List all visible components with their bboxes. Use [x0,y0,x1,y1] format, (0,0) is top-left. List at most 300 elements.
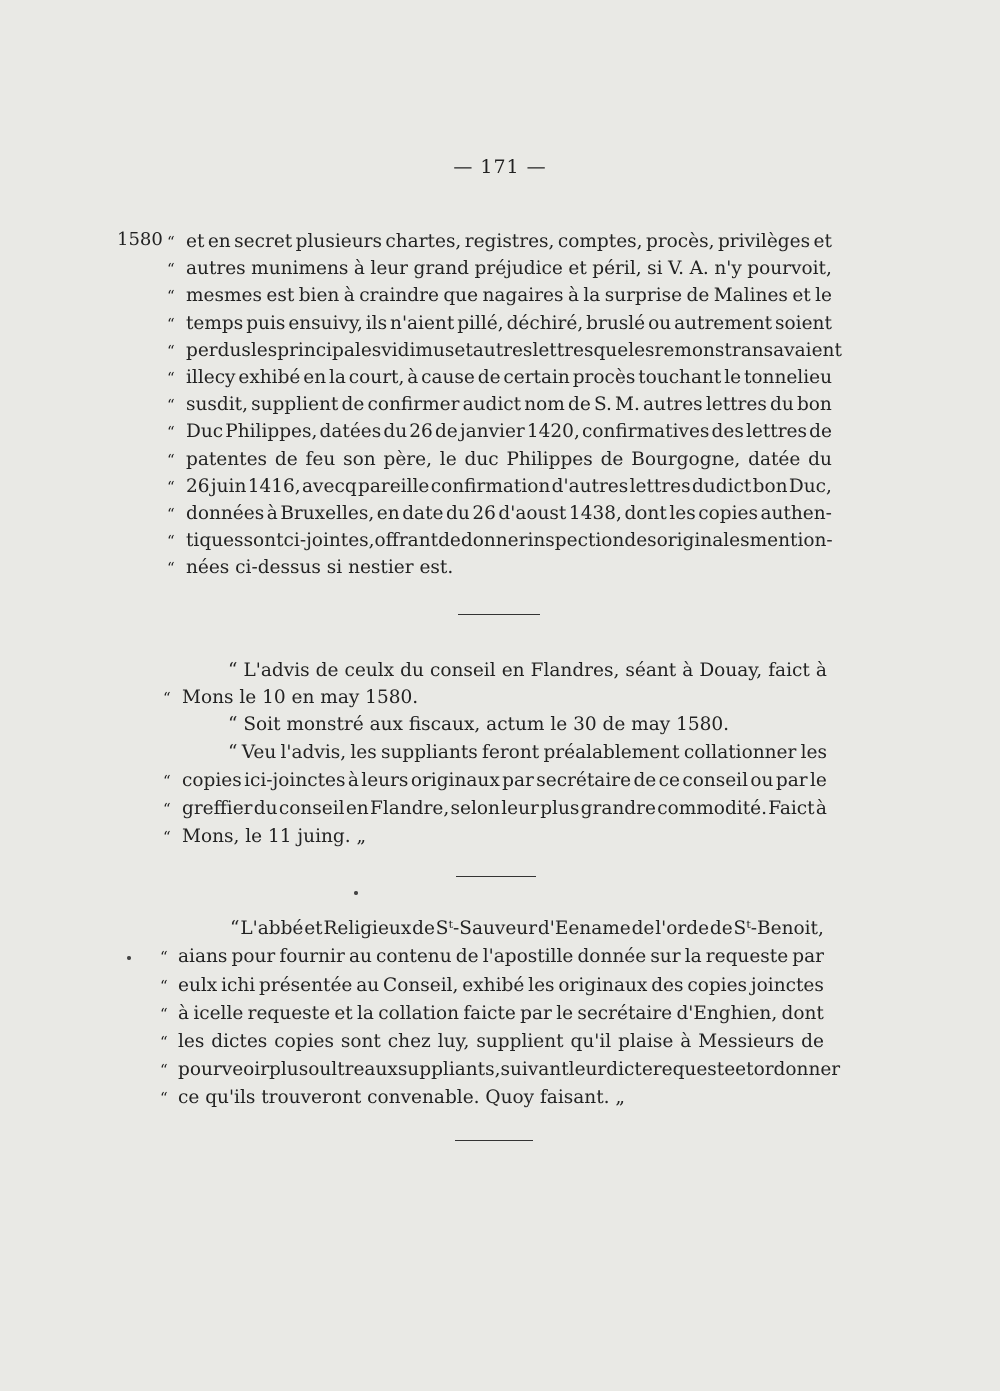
text-line [0,740,1000,766]
line-text [230,916,824,942]
word: originaux [558,975,648,996]
word: Messieurs [698,1031,795,1052]
word: préalablement [543,742,680,763]
word: et [304,918,323,939]
quote-mark: “ [160,1005,168,1023]
line-text [186,474,832,500]
word: la [357,1003,374,1024]
word: date [402,503,444,524]
word: de [801,1031,824,1052]
word: autres [186,258,246,280]
text-line [0,392,1000,418]
word: du [383,421,408,443]
word: séant [625,660,677,681]
word: selon [450,798,500,819]
quote-mark: “ [160,977,168,995]
word: inspection [527,530,625,552]
word: de [315,660,339,681]
text-line [0,311,1000,337]
word: au [348,946,372,967]
word: conseil [682,770,749,791]
quote-mark: “ [167,369,175,387]
word: la [684,946,702,967]
word: d'autres [551,475,629,497]
page-number: — 171 — [453,156,547,178]
word: “ [230,918,240,939]
word: données [186,503,265,524]
quote-mark: “ [163,828,171,846]
quote-mark: “ [167,423,175,442]
word: Bruxelles, [280,503,375,524]
word: 1420, [526,421,580,443]
quote-mark: “ [160,1061,168,1079]
separator-rule-1 [458,614,540,615]
word: craindre [359,285,439,307]
word: conseil [278,798,345,819]
word: feu [305,448,336,470]
text-line [0,447,1000,473]
word: du [253,798,278,819]
line-text [186,283,832,309]
word: suppliants [380,742,478,763]
word: 1438, [568,503,622,524]
word: les [628,339,655,361]
word: de [709,918,733,939]
word: n'aient [390,312,455,334]
word: plus [269,1059,309,1080]
word: à [567,285,579,307]
word: des [651,975,684,996]
word: par [502,770,534,791]
word: Philippes, [225,421,318,443]
word: par [520,1003,552,1024]
text-line [0,501,1000,527]
word: les [350,742,377,763]
word: greffier [182,798,253,819]
word: perdus [186,339,251,361]
word: autres [643,394,703,416]
word: pillé, [457,312,504,334]
word: pourveoir [178,1059,270,1080]
word: leur [501,798,539,819]
word: dudict [691,475,752,497]
quote-mark: “ [163,689,171,707]
word: ceulx [344,660,395,681]
word: soient [775,312,832,334]
text-line [0,474,1000,500]
word: exhibé [462,975,525,996]
word: plusieurs [295,231,382,252]
word: et [792,285,811,307]
word: Faict [768,798,815,819]
line-text [182,768,827,794]
line-text: Mons le 10 en may 1580. [182,687,419,708]
word: copies [182,770,242,791]
line-text [186,311,832,337]
word: datée [748,448,801,470]
line-text: “ Soit monstré aux fiscaux, actum le 30 de may 1580. [228,714,730,735]
word: puis [246,312,286,334]
word: 26 [186,475,210,497]
word: sur [650,946,681,967]
word: 26 [472,503,496,524]
word: le [809,770,827,791]
text-line [0,944,1000,970]
word: dictes [211,1031,268,1052]
word: les [528,975,555,996]
quote-mark: “ [160,948,168,966]
word: authen- [760,503,832,524]
word: lettres [705,394,767,416]
word: secrétaire [577,1003,673,1024]
word: des [711,421,744,443]
word: du [808,448,832,470]
text-line [0,1001,1000,1027]
word: L'abbé [240,918,304,939]
word: au [356,975,380,996]
word: déchiré, [506,312,584,334]
word: touchant [638,367,722,388]
text-line [0,1057,1000,1083]
text-line [0,419,1000,445]
word: Sᵗ-Sauveur [435,918,538,939]
word: de [341,394,365,416]
word: dont [781,1003,824,1024]
word: son [343,448,376,470]
word: de [455,946,479,967]
text-line [0,712,1000,738]
word: tiques [186,530,244,552]
word: grand [413,258,470,280]
line-text [228,658,827,684]
word: audict [462,394,522,416]
word: Conseil, [383,975,459,996]
word: le [815,285,832,307]
word: en [207,231,231,252]
word: à [343,285,355,307]
quote-mark: “ [167,559,175,578]
word: patentes [186,448,268,470]
word: à [680,1031,692,1052]
word: préjudice [474,258,563,280]
word: bon [796,394,832,416]
word: de [809,421,832,443]
ink-speck-margin [127,956,131,960]
text-line [0,283,1000,309]
word: de [274,448,298,470]
word: ichi [221,975,256,996]
word: en [303,367,327,388]
word: plus [540,798,580,819]
word: bien [298,285,340,307]
separator-rule-3 [455,1140,533,1141]
word: de [686,285,710,307]
quote-mark: “ [167,233,175,251]
word: à [353,258,365,280]
word: aians [178,946,228,967]
word: présentée [259,975,353,996]
quote-mark: “ [167,341,175,360]
text-line [0,229,1000,255]
word: feront [482,742,540,763]
word: joinctes [750,975,824,996]
line-text [186,365,832,391]
word: de [633,770,657,791]
word: juin [210,475,247,497]
word: Douay, [699,660,763,681]
word: 1416, [247,475,301,497]
word: suivant [500,1059,569,1080]
line-text [182,796,827,822]
word: vidimus [381,339,455,361]
word: et [186,231,205,252]
word: le [556,1003,574,1024]
line-text [186,229,832,255]
word: L'advis [243,660,310,681]
word: temps [186,312,244,334]
word: comptes, [557,231,643,252]
word: luy, [437,1031,470,1052]
word: susdit, [186,394,248,416]
word: les [178,1031,205,1052]
word: avaient [773,339,842,361]
word: dont [624,503,667,524]
word: et [334,1003,353,1024]
quote-mark: “ [167,532,175,551]
quote-mark: “ [167,287,175,306]
quote-mark: “ [163,772,171,790]
word: en [501,660,525,681]
word: secrétaire [536,770,632,791]
quote-mark: “ [160,1089,168,1107]
word: ce [658,770,680,791]
word: A. [689,258,709,280]
line-text [228,740,827,766]
word: registres, [464,231,555,252]
word: à [407,367,419,388]
word: icelle [193,1003,244,1024]
word: commodité. [657,798,767,819]
word: remonstrans [654,339,774,361]
word: requeste [247,1003,331,1024]
word: de [438,530,461,552]
word: ici-joinctes [244,770,346,791]
word: “ [228,660,238,681]
word: procès, [645,231,715,252]
quote-mark: “ [160,1033,168,1051]
word: janvier [459,421,525,443]
word: de [412,918,435,939]
word: illecy [186,367,236,388]
line-text [186,528,832,554]
text-line [0,365,1000,391]
word: ou [648,312,672,334]
word: grandre [580,798,656,819]
word: de [568,394,591,416]
text-line [0,768,1000,794]
word: en [345,798,369,819]
word: originales [656,530,750,552]
word: péril, [592,258,642,280]
word: Flandres, [530,660,620,681]
line-text [178,944,824,970]
word: lettres [532,339,594,361]
text-line [0,973,1000,999]
word: lettres [745,421,808,443]
line-text [178,1001,824,1027]
quote-mark: “ [167,396,175,415]
word: confirmer [367,394,460,416]
word: bon [752,475,788,497]
quote-mark: “ [167,314,175,333]
word: bruslé [586,312,646,334]
word: du [770,394,794,416]
quote-mark: “ [167,450,175,469]
line-text [186,501,832,527]
word: pour [231,946,276,967]
word: ci-jointes, [283,530,375,552]
word: oultre [308,1059,365,1080]
word: nom [524,394,565,416]
word: collation [378,1003,460,1024]
word: supplient [251,394,339,416]
word: l'orde [655,918,710,939]
line-text [186,256,832,282]
line-text [186,447,832,473]
word: à [682,660,694,681]
text-line [0,338,1000,364]
word: confirmatives [581,421,710,443]
word: surprise [604,285,683,307]
text-line [0,916,1000,942]
word: mention- [749,530,833,552]
word: ensuivy, [288,312,363,334]
word: nagaires [482,285,564,307]
word: père, [383,448,432,470]
word: du [400,660,424,681]
quote-mark: “ [163,800,171,818]
word: et [735,1059,754,1080]
word: exhibé [238,367,301,388]
word: d'Enghien, [676,1003,778,1024]
word: munimens [251,258,349,280]
word: Religieux [323,918,412,939]
line-text: nées ci-dessus si nestier est. [186,557,454,579]
word: M. [615,394,640,416]
word: les [800,742,827,763]
word: de [477,367,501,388]
word: S. [593,394,612,416]
text-line [0,1029,1000,1055]
word: pareille [358,475,430,497]
word: requeste [705,946,789,967]
word: leur [370,258,409,280]
word: pourvoit, [747,258,832,280]
word: autres [472,339,533,361]
word: lettres [629,475,691,497]
line-text [186,338,842,364]
text-line [0,796,1000,822]
text-line [0,1085,1000,1111]
word: à [815,660,827,681]
word: est [266,285,295,307]
line-text [178,1029,824,1055]
word: sont [243,530,284,552]
word: et [454,339,473,361]
word: et [568,258,587,280]
word: requeste [652,1059,736,1080]
word: privilèges [717,231,811,252]
word: 26 [409,421,433,443]
word: donnée [577,946,647,967]
word: si [647,258,663,280]
line-text [178,1057,841,1083]
word: procès [572,367,636,388]
line-text: ce qu'ils trouveront convenable. Quoy faisant. „ [178,1087,625,1108]
word: autrement [674,312,773,334]
word: de [631,918,655,939]
separator-rule-2 [456,876,536,877]
word: Malines [713,285,788,307]
word: la [583,285,601,307]
word: le [724,367,742,388]
word: par [792,946,824,967]
quote-mark: “ [167,477,175,496]
word: la [328,367,346,388]
word: de [600,448,624,470]
word: “ [228,742,238,763]
word: Philippes [506,448,593,470]
word: datées [319,421,382,443]
word: ordonner [753,1059,841,1080]
margin-year: 1580 [117,229,163,250]
line-text: Mons, le 11 juing. „ [182,826,367,847]
word: secret [234,231,293,252]
word: confirmation [430,475,551,497]
word: plaise [618,1031,674,1052]
quote-mark: “ [167,260,175,279]
word: que [443,285,479,307]
word: fournir [279,946,345,967]
text-line [0,256,1000,282]
word: qu'il [570,1031,612,1052]
word: mesmes [186,285,262,307]
word: donner [460,530,528,552]
word: copies [687,975,748,996]
line-text [186,419,832,445]
word: cause [421,367,475,388]
word: d'aoust [498,503,567,524]
word: tonnelieu [743,367,832,388]
word: Veu [241,742,277,763]
word: n'y [714,258,742,280]
word: que [593,339,629,361]
word: les [250,339,278,361]
word: à [815,798,827,819]
word: Duc [186,421,224,443]
text-line [0,528,1000,554]
line-text [186,392,832,418]
word: offrant [374,530,439,552]
word: copies [698,503,758,524]
word: collationner [683,742,797,763]
word: chez [387,1031,431,1052]
word: l'apostille [482,946,574,967]
text-line [0,658,1000,684]
word: Duc, [788,475,832,497]
quote-mark: “ [167,505,175,523]
word: faicte [463,1003,516,1024]
